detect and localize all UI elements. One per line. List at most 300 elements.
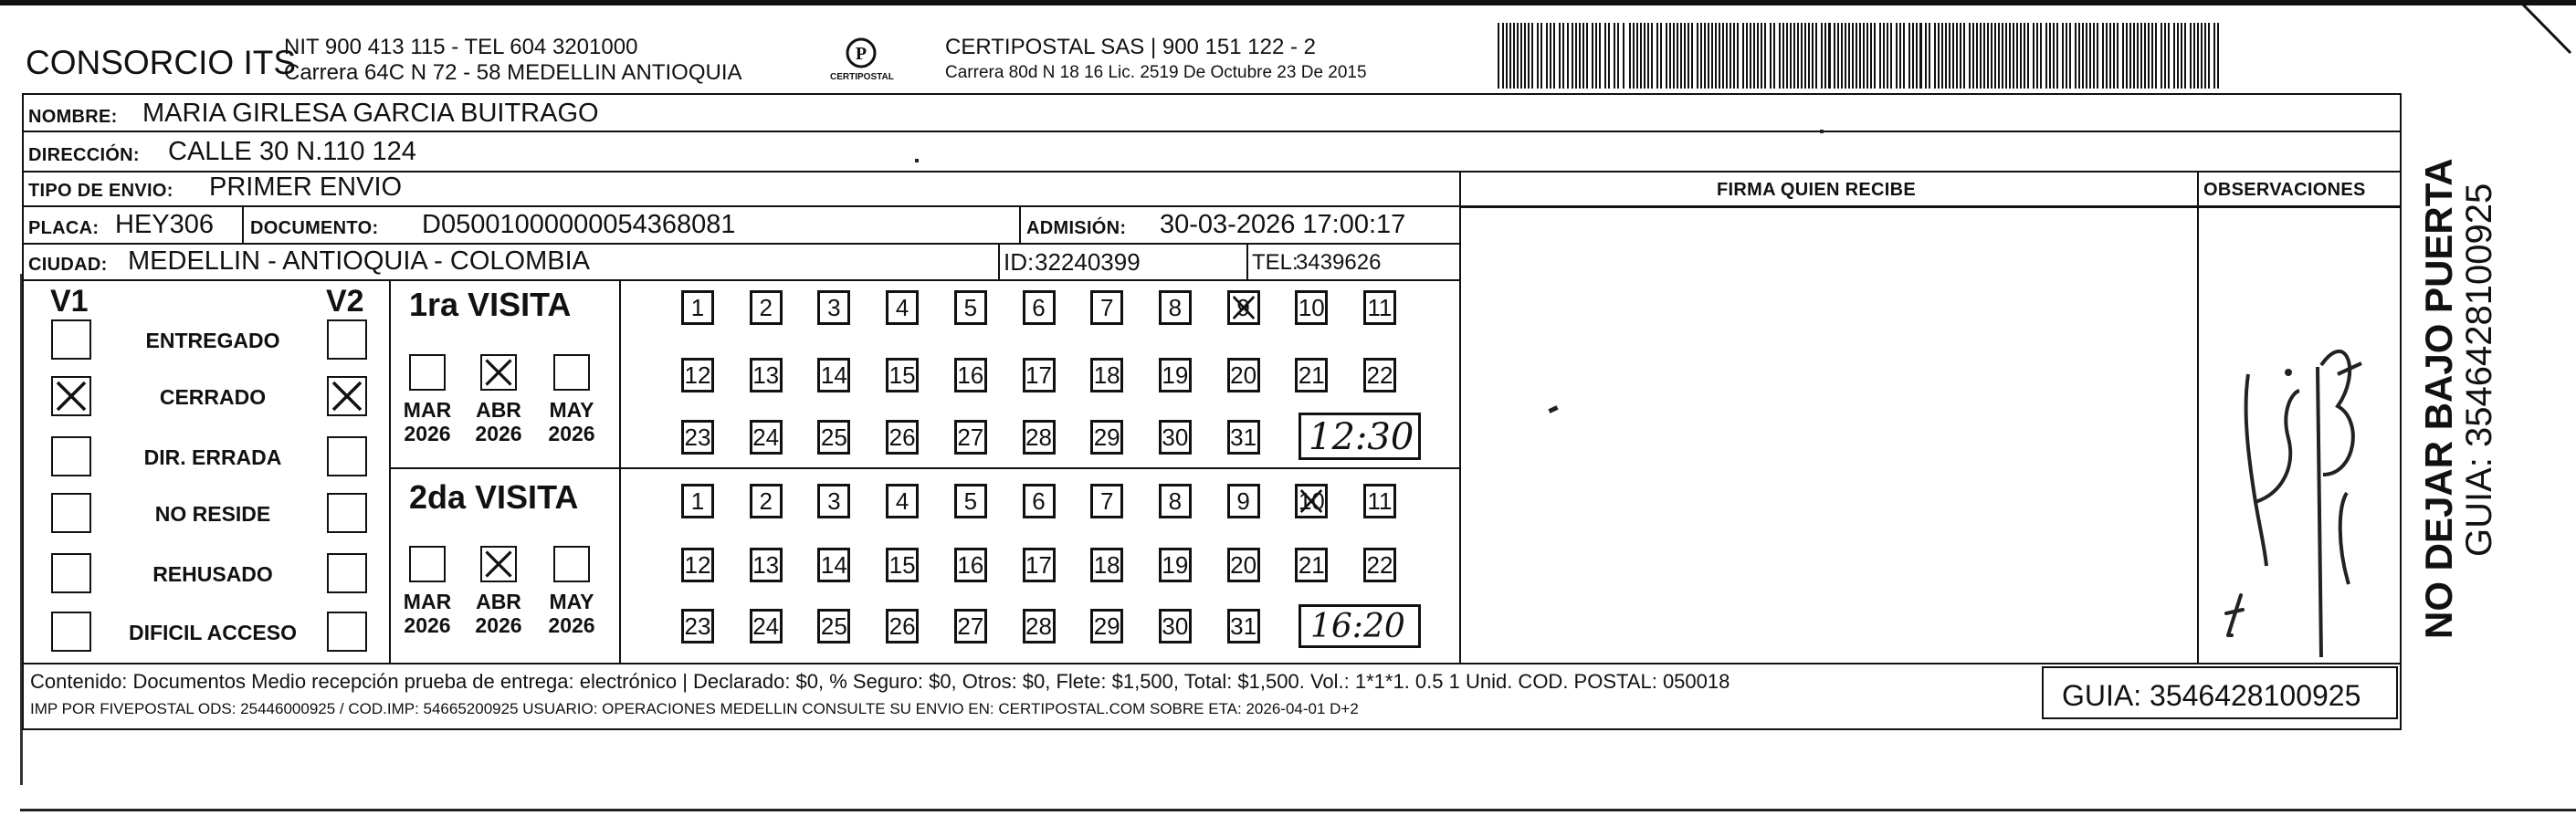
shipment-type-label: TIPO DE ENVIO: xyxy=(28,181,173,201)
barcode-bar xyxy=(1938,23,1940,89)
first-visit-time: 12:30 xyxy=(1309,416,1414,458)
barcode-bar xyxy=(2151,23,2153,89)
barcode-bar xyxy=(1572,23,1573,89)
barcode-bar xyxy=(1550,23,1551,89)
barcode-bar xyxy=(1916,23,1918,89)
barcode-bar xyxy=(1808,23,1810,89)
v2-checkbox[interactable] xyxy=(327,493,367,533)
barcode-bar xyxy=(2197,23,2199,89)
barcode-bar xyxy=(2033,23,2035,89)
day-box[interactable]: 28 xyxy=(1023,609,1056,643)
day-box[interactable]: 23 xyxy=(681,609,714,643)
day-box[interactable]: 4 xyxy=(886,290,919,325)
admission-label: ADMISIÓN: xyxy=(1026,218,1127,238)
barcode-bar xyxy=(1651,23,1653,89)
barcode-bar xyxy=(1972,23,1974,89)
v1-checkbox[interactable] xyxy=(51,612,91,652)
barcode-bar xyxy=(1608,23,1610,89)
city-label: CIUDAD: xyxy=(28,255,108,275)
barcode-bar xyxy=(1786,23,1788,89)
barcode-bar xyxy=(1899,23,1901,89)
barcode-bar xyxy=(1562,23,1564,89)
month-label: MAY 2026 xyxy=(548,590,595,638)
v1-checkbox[interactable] xyxy=(51,553,91,593)
barcode-bar xyxy=(1991,23,1992,89)
month-checkbox[interactable] xyxy=(409,546,446,582)
day-box[interactable]: 6 xyxy=(1023,484,1056,518)
second-visit-time: 16:20 xyxy=(1310,608,1405,645)
barcode-bar xyxy=(1666,23,1667,89)
status-label: DIR. ERRADA xyxy=(143,445,282,469)
barcode-bar xyxy=(1949,23,1950,89)
tel-value: 3439626 xyxy=(1296,250,1382,275)
barcode-bar xyxy=(1677,23,1678,89)
barcode-bar xyxy=(1874,23,1876,89)
day-box[interactable]: 9 xyxy=(1227,484,1260,518)
barcode-bar xyxy=(1586,23,1588,89)
month-checkbox[interactable] xyxy=(553,546,590,582)
barcode-bar xyxy=(1870,23,1872,89)
v2-checkbox[interactable] xyxy=(327,612,367,652)
barcode-bar xyxy=(1934,23,1936,89)
barcode-bar xyxy=(2190,23,2192,89)
day-box[interactable]: 1 xyxy=(681,484,714,518)
barcode-bar xyxy=(1896,23,1898,89)
day-box[interactable]: 19 xyxy=(1159,358,1192,392)
checkmark-icon xyxy=(482,548,515,581)
city-value: MEDELLIN - ANTIOQUIA - COLOMBIA xyxy=(128,246,590,276)
barcode-bar xyxy=(2201,23,2203,89)
v2-checkbox[interactable] xyxy=(327,436,367,476)
barcode-bar xyxy=(1879,23,1881,89)
barcode-bar xyxy=(2126,23,2128,89)
barcode-bar xyxy=(1929,23,1930,89)
observations-handwriting xyxy=(2201,274,2374,657)
scan-bottom-edge xyxy=(20,809,2576,811)
day-box[interactable]: 25 xyxy=(817,420,850,455)
day-box[interactable]: 3 xyxy=(817,484,850,518)
first-visit-time-box xyxy=(1299,413,1421,460)
barcode-bar xyxy=(2109,23,2111,89)
barcode-bar xyxy=(1969,23,1971,89)
day-box[interactable]: 30 xyxy=(1159,609,1192,643)
day-box[interactable]: 15 xyxy=(886,358,919,392)
barcode-bar xyxy=(1595,23,1597,89)
col-divider xyxy=(1019,206,1021,245)
barcode-bar xyxy=(1633,23,1635,89)
barcode-bar xyxy=(1644,23,1645,89)
barcode-bar xyxy=(2177,23,2179,89)
day-box[interactable]: 5 xyxy=(954,290,987,325)
day-box[interactable]: 29 xyxy=(1090,420,1123,455)
day-box[interactable]: 26 xyxy=(886,609,919,643)
day-box[interactable]: 18 xyxy=(1090,358,1123,392)
day-box[interactable]: 25 xyxy=(817,609,850,643)
status-label: NO RESIDE xyxy=(154,502,271,526)
day-box[interactable]: 6 xyxy=(1023,290,1056,325)
side-guide: GUIA: 3546428100925 xyxy=(2459,183,2499,557)
barcode-bar xyxy=(2129,23,2131,89)
barcode-bar xyxy=(1513,23,1515,89)
scan-corner xyxy=(2520,0,2576,55)
barcode-bar xyxy=(1761,23,1762,89)
day-box[interactable]: 23 xyxy=(681,420,714,455)
day-box[interactable]: 3 xyxy=(817,290,850,325)
day-box[interactable]: 24 xyxy=(750,420,783,455)
v1-checkbox[interactable] xyxy=(51,319,91,360)
company-nit: NIT 900 413 115 - TEL 604 3201000 xyxy=(284,35,638,59)
day-box[interactable]: 2 xyxy=(750,484,783,518)
day-box[interactable]: 12 xyxy=(681,548,714,582)
barcode-bar xyxy=(2069,23,2071,89)
address-label: DIRECCIÓN: xyxy=(28,145,140,165)
barcode-bar xyxy=(1559,23,1561,89)
day-box[interactable]: 7 xyxy=(1090,484,1123,518)
day-box[interactable]: 27 xyxy=(954,420,987,455)
day-box[interactable]: 7 xyxy=(1090,290,1123,325)
barcode-bar xyxy=(1866,23,1868,89)
barcode-bar xyxy=(1994,23,1996,89)
barcode-bar xyxy=(1715,23,1717,89)
barcode-bar xyxy=(1998,23,2000,89)
barcode-bar xyxy=(2013,23,2014,89)
barcode-bar xyxy=(1797,23,1799,89)
barcode-bar xyxy=(1790,23,1792,89)
barcode-bar xyxy=(1553,23,1555,89)
barcode-bar xyxy=(1746,23,1748,89)
day-box[interactable]: 5 xyxy=(954,484,987,518)
barcode-bar xyxy=(1509,23,1511,89)
day-box[interactable]: 4 xyxy=(886,484,919,518)
barcode-bar xyxy=(2045,23,2047,89)
barcode-bar xyxy=(1960,23,1961,89)
barcode-bar xyxy=(1546,23,1548,89)
barcode-bar xyxy=(2106,23,2108,89)
barcode-bar xyxy=(2161,23,2162,89)
content-line: Contenido: Documentos Medio recepción prueba de entrega: electrónico | Declarado: $0, % Seguro: $0, Otros: $0, Flete: $1,500, Total: $1,500. Vol.: 1*1*1. 0.5 1 Unid. COD. POSTAL: 050018 xyxy=(30,670,1730,693)
status-label: ENTREGADO xyxy=(145,329,280,352)
day-box[interactable]: 12 xyxy=(681,358,714,392)
day-box[interactable]: 14 xyxy=(817,358,850,392)
barcode-bar xyxy=(1908,23,1910,89)
barcode-bar xyxy=(1604,23,1606,89)
barcode-bar xyxy=(2082,23,2084,89)
barcode-bar xyxy=(1757,23,1759,89)
barcode-bar xyxy=(1987,23,1989,89)
barcode-bar xyxy=(1804,23,1806,89)
v1-checkbox[interactable] xyxy=(51,436,91,476)
month-checkbox[interactable] xyxy=(409,354,446,391)
month-label: MAY 2026 xyxy=(548,398,595,446)
barcode-bar xyxy=(1770,23,1772,89)
barcode-bar xyxy=(2024,23,2025,89)
barcode-bar xyxy=(2005,23,2007,89)
v1-checkbox[interactable] xyxy=(51,376,91,416)
name-label: NOMBRE: xyxy=(28,107,118,127)
v2-checkbox[interactable] xyxy=(327,376,367,416)
barcode-bar xyxy=(1719,23,1720,89)
barcode-bar xyxy=(1722,23,1724,89)
month-checkbox[interactable] xyxy=(480,354,517,391)
barcode-bar xyxy=(1801,23,1803,89)
barcode-bar xyxy=(1592,23,1593,89)
barcode-bar xyxy=(1863,23,1865,89)
company-name: CONSORCIO ITS xyxy=(26,44,297,81)
barcode-bar xyxy=(1941,23,1943,89)
day-box[interactable]: 31 xyxy=(1227,609,1260,643)
svg-text:P: P xyxy=(855,44,867,64)
barcode-bar xyxy=(2193,23,2195,89)
barcode-bar xyxy=(1688,23,1689,89)
day-box[interactable]: 22 xyxy=(1363,548,1396,582)
day-box[interactable]: 11 xyxy=(1363,484,1396,518)
barcode-bar xyxy=(1520,23,1522,89)
v2-checkbox[interactable] xyxy=(327,553,367,593)
footer-guide-box xyxy=(2042,666,2398,719)
barcode-bar xyxy=(2137,23,2139,89)
barcode-bar xyxy=(2062,23,2064,89)
day-box[interactable]: 8 xyxy=(1159,484,1192,518)
stray-dot xyxy=(915,159,919,162)
admission-value: 30-03-2026 17:00:17 xyxy=(1160,210,1406,239)
day-box[interactable]: 22 xyxy=(1363,358,1396,392)
tel-label: TEL: xyxy=(1252,250,1299,275)
barcode-bar xyxy=(1498,23,1499,89)
barcode-bar xyxy=(1629,23,1631,89)
barcode-bar xyxy=(2016,23,2018,89)
day-box[interactable]: 9 xyxy=(1227,290,1260,325)
scan-top-edge xyxy=(0,0,2576,5)
barcode-bar xyxy=(1640,23,1642,89)
barcode-bar xyxy=(1779,23,1781,89)
barcode-bar xyxy=(1704,23,1706,89)
second-visit-time-box xyxy=(1299,604,1421,648)
day-box[interactable]: 30 xyxy=(1159,420,1192,455)
status-bottom-divider xyxy=(22,663,2402,664)
barcode-bar xyxy=(1815,23,1817,89)
barcode-bar xyxy=(1575,23,1577,89)
barcode-bar xyxy=(1956,23,1958,89)
barcode-bar xyxy=(2168,23,2170,89)
day-box[interactable]: 2 xyxy=(750,290,783,325)
status-label: CERRADO xyxy=(159,385,267,409)
barcode-bar xyxy=(1617,23,1619,89)
barcode-bar xyxy=(2148,23,2150,89)
barcode-bar xyxy=(1726,23,1728,89)
barcode-bar xyxy=(1782,23,1784,89)
barcode-bar xyxy=(1700,23,1702,89)
barcode-bar xyxy=(1837,23,1839,89)
barcode-bar xyxy=(2002,23,2003,89)
day-box[interactable]: 20 xyxy=(1227,548,1260,582)
day-box[interactable]: 16 xyxy=(954,358,987,392)
barcode-bar xyxy=(1599,23,1601,89)
barcode-bar xyxy=(1848,23,1850,89)
barcode-bar xyxy=(1636,23,1638,89)
barcode-bar xyxy=(2184,23,2186,89)
v2-checkbox[interactable] xyxy=(327,319,367,360)
day-box[interactable]: 26 xyxy=(886,420,919,455)
barcode-bar xyxy=(1524,23,1526,89)
barcode-bar xyxy=(1528,23,1530,89)
barcode-bar xyxy=(1859,23,1861,89)
barcode-bar xyxy=(1983,23,1985,89)
barcode-bar xyxy=(1660,23,1662,89)
barcode-bar xyxy=(2113,23,2115,89)
first-visit-title: 1ra VISITA xyxy=(409,286,572,323)
shipment-type: PRIMER ENVIO xyxy=(209,173,403,202)
col-divider xyxy=(1246,243,1248,281)
visit-right-border xyxy=(619,279,621,664)
v1-label: V1 xyxy=(50,284,89,319)
day-box[interactable]: 15 xyxy=(886,548,919,582)
barcode-bar xyxy=(1582,23,1584,89)
barcode-bar xyxy=(1812,23,1814,89)
id-label: ID: xyxy=(1004,248,1035,276)
certipostal-logo-text: CERTIPOSTAL xyxy=(830,72,894,82)
certipostal-license: Carrera 80d N 18 16 Lic. 2519 De Octubre 23 De 2015 xyxy=(945,63,1367,82)
day-box[interactable]: 11 xyxy=(1363,290,1396,325)
barcode-bar xyxy=(1647,23,1649,89)
barcode-bar xyxy=(1980,23,1982,89)
day-box[interactable]: 29 xyxy=(1090,609,1123,643)
checkmark-icon xyxy=(1298,486,1325,516)
barcode-bar xyxy=(1919,23,1922,89)
day-box[interactable]: 1 xyxy=(681,290,714,325)
barcode-bar xyxy=(1890,23,1892,89)
month-label: ABR 2026 xyxy=(475,590,522,638)
barcode-bar xyxy=(2173,23,2175,89)
barcode-bar xyxy=(2102,23,2104,89)
barcode-bar xyxy=(2181,23,2182,89)
certipostal-name: CERTIPOSTAL SAS | 900 151 122 - 2 xyxy=(945,35,1316,59)
barcode-bar xyxy=(2053,23,2055,89)
certipostal-logo xyxy=(815,35,907,88)
recipient-name: MARIA GIRLESA GARCIA BUITRAGO xyxy=(142,99,599,128)
barcode-bar xyxy=(1976,23,1978,89)
barcode-bar xyxy=(2056,23,2058,89)
row-divider xyxy=(22,279,1461,281)
barcode-bar xyxy=(1925,23,1927,89)
checkmark-icon xyxy=(329,378,365,414)
checkmark-icon xyxy=(53,378,89,414)
day-box[interactable]: 28 xyxy=(1023,420,1056,455)
row-divider xyxy=(22,243,1461,245)
day-box[interactable]: 17 xyxy=(1023,548,1056,582)
day-box[interactable]: 18 xyxy=(1090,548,1123,582)
month-label: ABR 2026 xyxy=(475,398,522,446)
day-box[interactable]: 31 xyxy=(1227,420,1260,455)
barcode-bar xyxy=(2164,23,2166,89)
barcode-bar xyxy=(1680,23,1682,89)
barcode-bar xyxy=(1887,23,1888,89)
barcode-bar xyxy=(2009,23,2011,89)
barcode-bar xyxy=(1821,23,1823,89)
status-right-border xyxy=(389,279,391,664)
day-box[interactable]: 13 xyxy=(750,548,783,582)
checkmark-icon xyxy=(1230,293,1257,322)
v2-label: V2 xyxy=(326,284,364,319)
barcode-bar xyxy=(1517,23,1519,89)
day-box[interactable]: 8 xyxy=(1159,290,1192,325)
barcode-bar xyxy=(1567,23,1569,89)
barcode-bar xyxy=(1845,23,1846,89)
day-box[interactable]: 10 xyxy=(1295,484,1328,518)
barcode-bar xyxy=(1614,23,1615,89)
day-box[interactable]: 20 xyxy=(1227,358,1260,392)
day-box[interactable]: 14 xyxy=(817,548,850,582)
day-box[interactable]: 13 xyxy=(750,358,783,392)
month-checkbox[interactable] xyxy=(553,354,590,391)
firma-left-border xyxy=(1459,171,1461,664)
barcode-bar xyxy=(2155,23,2157,89)
barcode-bar xyxy=(2117,23,2119,89)
barcode-bar xyxy=(1856,23,1857,89)
barcode-bar xyxy=(2208,23,2210,89)
imp-line: IMP POR FIVEPOSTAL ODS: 25446000925 / COD.IMP: 54665200925 USUARIO: OPERACIONES MEDELLIN CONSULTE SU ENVIO EN: CERTIPOSTAL.COM SOBRE ETA: 2026-04-01 D+2 xyxy=(30,700,1359,717)
barcode-bar xyxy=(1540,23,1542,89)
barcode-bar xyxy=(1793,23,1795,89)
barcode-bar xyxy=(2020,23,2022,89)
barcode-bar xyxy=(1733,23,1735,89)
company-address: Carrera 64C N 72 - 58 MEDELLIN ANTIOQUIA xyxy=(284,60,742,85)
day-box[interactable]: 21 xyxy=(1295,548,1328,582)
day-box[interactable]: 16 xyxy=(954,548,987,582)
barcode-bar xyxy=(1697,23,1698,89)
barcode-bar xyxy=(1903,23,1905,89)
stray-dot xyxy=(1820,130,1824,133)
observaciones-label: OBSERVACIONES xyxy=(2203,180,2366,200)
day-box[interactable]: 27 xyxy=(954,609,987,643)
checkmark-icon xyxy=(482,356,515,389)
barcode-bar xyxy=(2036,23,2038,89)
barcode-bar xyxy=(1730,23,1731,89)
barcode-bar xyxy=(1963,23,1965,89)
firma-label: FIRMA QUIEN RECIBE xyxy=(1717,180,1916,200)
v1-checkbox[interactable] xyxy=(51,493,91,533)
document-value: D05001000000054368081 xyxy=(422,210,736,239)
barcode-bar xyxy=(1737,23,1739,89)
barcode-bar xyxy=(1773,23,1775,89)
barcode-bar xyxy=(2049,23,2051,89)
second-visit-title: 2da VISITA xyxy=(409,478,579,516)
day-box[interactable]: 21 xyxy=(1295,358,1328,392)
barcode-bar xyxy=(1502,23,1504,89)
barcode-bar xyxy=(2144,23,2146,89)
barcode-bar xyxy=(2122,23,2124,89)
barcode-bar xyxy=(1750,23,1751,89)
col-divider xyxy=(998,243,1000,281)
day-box[interactable]: 10 xyxy=(1295,290,1328,325)
barcode-bar xyxy=(2213,23,2215,89)
barcode-bar xyxy=(2133,23,2135,89)
barcode-bar xyxy=(1684,23,1686,89)
month-checkbox[interactable] xyxy=(480,546,517,582)
barcode-bar xyxy=(2040,23,2042,89)
month-label: MAR 2026 xyxy=(403,590,452,638)
obs-left-border xyxy=(2197,171,2199,664)
barcode-bar xyxy=(1506,23,1508,89)
day-box[interactable]: 24 xyxy=(750,609,783,643)
plate-label: PLACA: xyxy=(28,218,100,238)
barcode-bar xyxy=(2140,23,2142,89)
day-box[interactable]: 19 xyxy=(1159,548,1192,582)
day-box[interactable]: 17 xyxy=(1023,358,1056,392)
recipient-address: CALLE 30 N.110 124 xyxy=(168,137,416,166)
barcode-bar xyxy=(1824,23,1826,89)
barcode-bar xyxy=(1742,23,1744,89)
barcode-bar xyxy=(1841,23,1843,89)
